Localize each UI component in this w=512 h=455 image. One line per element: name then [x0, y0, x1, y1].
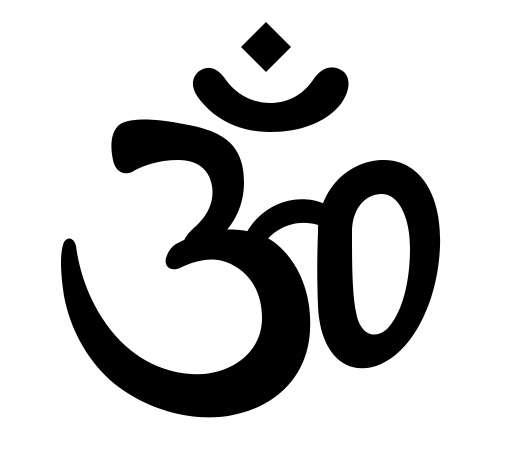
om-loop — [317, 160, 440, 368]
om-crescent — [193, 67, 349, 132]
om-lower-bowl — [61, 229, 310, 417]
om-bindu — [241, 22, 291, 72]
